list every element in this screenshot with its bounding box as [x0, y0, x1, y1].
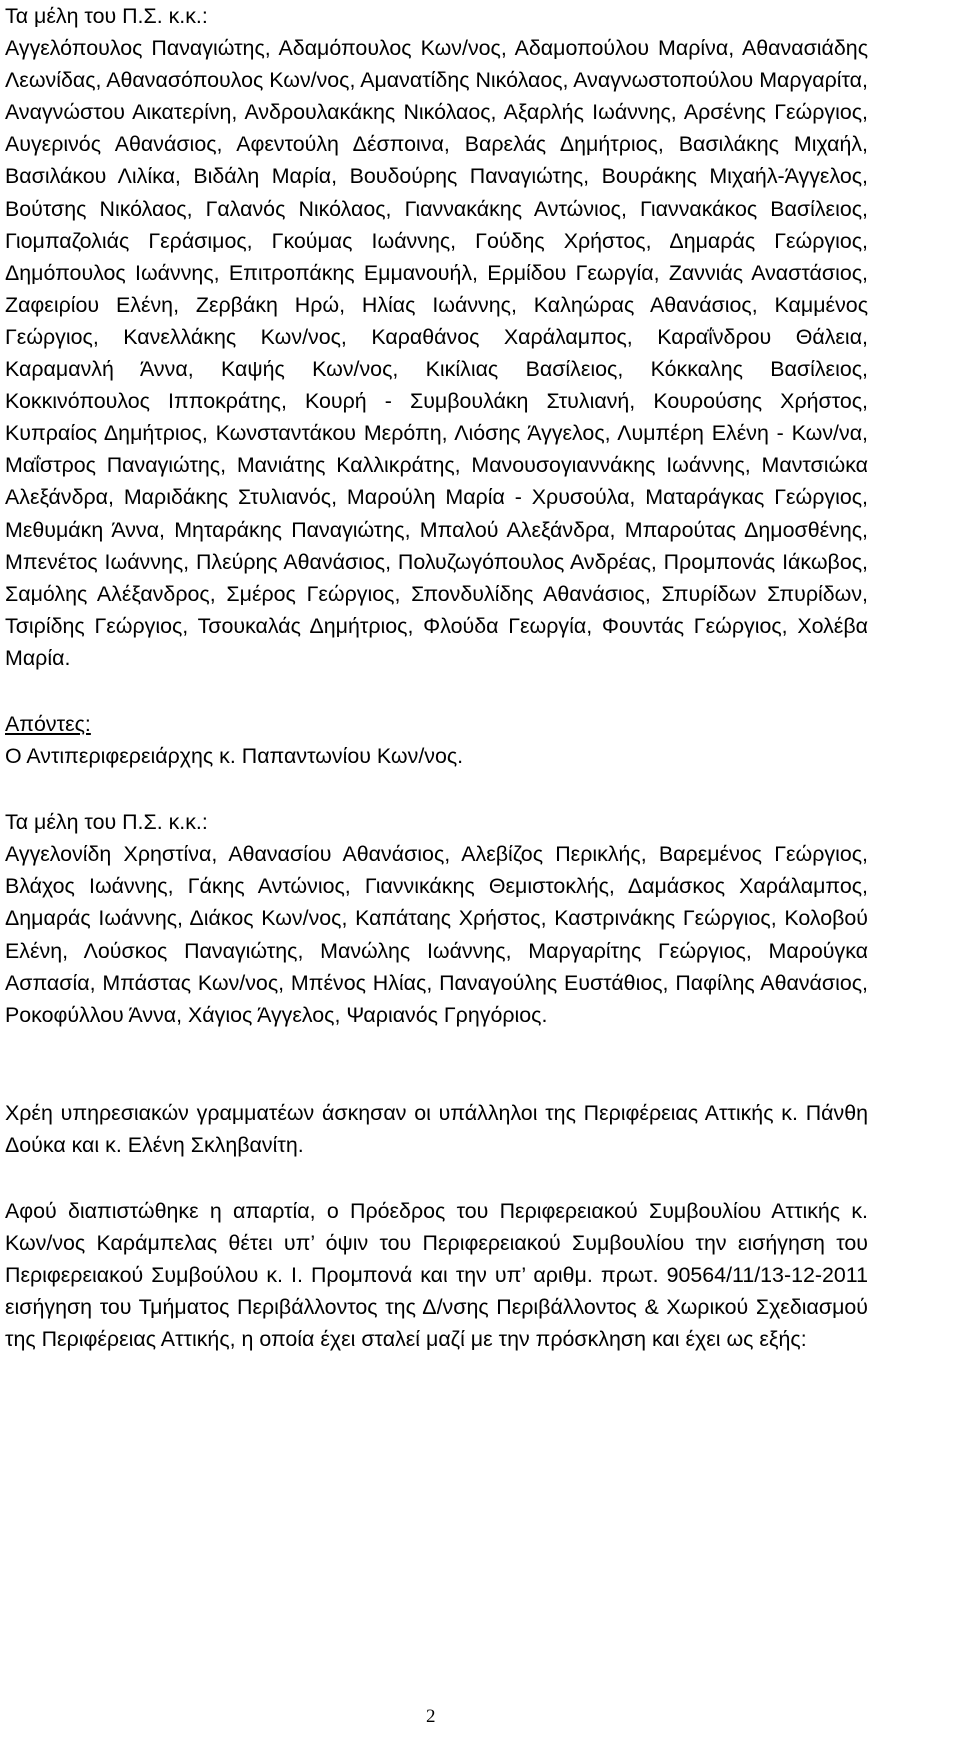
members-absent-heading: Τα μέλη του Π.Σ. κ.κ.:: [5, 810, 208, 835]
document-page: [5, 0, 868, 1355]
quorum-paragraph: Αφού διαπιστώθηκε η απαρτία, ο Πρόεδρος του Περιφερειακού Συμβουλίου Αττικής κ. Κων/νος Καράμπελας θέτει υπ’ όψιν του Περιφερειακού Συμβουλίου την εισήγηση του Περιφερειακού Συμβούλου κ. Ι. Προμπονά και την υπ’ αριθμ. πρωτ. 90564/11/13-12-2011 εισήγηση του Τμήματος Περιβάλλοντος της Δ/νσης Περιβάλλοντος & Χωρικού Σχεδιασμού της Περιφέρειας Αττικής, η οποία έχει σταλεί μαζί με την πρόσκληση και έχει ως εξής:: [5, 1199, 868, 1352]
members-present-heading: Τα μέλη του Π.Σ. κ.κ.:: [5, 4, 208, 28]
absent-text: Ο Αντιπεριφερειάρχης κ. Παπαντωνίου Κων/νος.: [5, 744, 464, 769]
members-present-list: Αγγελόπουλος Παναγιώτης, Αδαμόπουλος Κων/νος, Αδαμοπούλου Μαρίνα, Αθανασιάδης Λεωνίδας, Αθανασόπουλος Κων/νος, Αμανατίδης Νικόλαος, Αναγνωστοπούλου Μαργαρίτα, Αναγνώστου Αικατερίνη, Ανδρουλακάκης Νικόλαος, Αξαρλής Ιωάννης, Αρσένης Γεώργιος, Αυγερινός Αθανάσιος, Αφεντούλη Δέσποινα, Βαρελάς Δημήτριος, Βασιλάκης Μιχαήλ, Βασιλάκου Λιλίκα, Βιδάλη Μαρία, Βουδούρης Παναγιώτης, Βουράκης Μιχαήλ-Άγγελος, Βούτσης Νικόλαος, Γαλανός Νικόλαος, Γιαννακάκης Αντώνιος, Γιαννακάκος Βασίλειος, Γιομπαζολιάς Γεράσιμος, Γκούμας Ιωάννης, Γούδης Χρήστος, Δημαράς Γεώργιος, Δημόπουλος Ιωάννης, Επιτροπάκης Εμμανουήλ, Ερμίδου Γεωργία, Ζαννιάς Αναστάσιος, Ζαφειρίου Ελένη, Ζερβάκη Ηρώ, Ηλίας Ιωάννης, Καληώρας Αθανάσιος, Καμμένος Γεώργιος, Κανελλάκης Κων/νος, Καραθάνος Χαράλαμπος, Καραΐνδρου Θάλεια, Καραμανλή Άννα, Καψής Κων/νος, Κικίλιας Βασίλειος, Κόκκαλης Βασίλειος, Κοκκινόπουλος Ιπποκράτης, Κουρή - Συμβουλάκη Στυλιανή, Κουρούσης Χρήστος, Κυπραίος Δημήτριος, Κωνσταντάκου Μερόπη, Λιόσης Άγγελος, Λυμπέρη Ελένη - Κων/να, Μαΐστρος Παναγιώτης, Μανιάτης Καλλικράτης, Μανουσογιαννάκης Ιωάννης, Μαντσιώκα Αλεξάνδρα, Μαριδάκης Στυλιανός, Μαρούλη Μαρία - Χρυσούλα, Ματαράγκας Γεώργιος, Μεθυμάκη Άννα, Μηταράκης Παναγιώτης, Μπαλού Αλεξάνδρα, Μπαρούτας Δημοσθένης, Μπενέτος Ιωάννης, Πλεύρης Αθανάσιος, Πολυζωγόπουλος Ανδρέας, Προμπονάς Ιάκωβος, Σαμόλης Αλέξανδρος, Σμέρος Γεώργιος, Σπονδυλίδης Αθανάσιος, Σπυρίδων Σπυρίδων, Τσιρίδης Γεώργιος, Τσουκαλάς Δημήτριος, Φλούδα Γεωργία, Φουντάς Γεώργιος, Χολέβα Μαρία.: [5, 36, 868, 670]
absent-section: [5, 708, 868, 772]
secretaries-paragraph: Χρέη υπηρεσιακών γραμματέων άσκησαν οι υπάλληλοι της Περιφέρειας Αττικής κ. Πάνθη Δούκα και κ. Ελένη Σκληβανίτη.: [5, 1100, 868, 1157]
members-absent-list: Αγγελονίδη Χρηστίνα, Αθανασίου Αθανάσιος, Αλεβίζος Περικλής, Βαρεμένος Γεώργιος, Βλάχος Ιωάννης, Γάκης Αντώνιος, Γιαννικάκης Θεμιστοκλής, Δαμάσκος Χαράλαμπος, Δημαράς Ιωάννης, Διάκος Κων/νος, Καπάταης Χρήστος, Καστρινάκης Γεώργιος, Κολοβού Ελένη, Λούσκος Παναγιώτης, Μανώλης Ιωάννης, Μαργαρίτης Γεώργιος, Μαρούγκα Ασπασία, Μπάστας Κων/νος, Μπένος Ηλίας, Παναγούλης Ευστάθιος, Παφίλης Αθανάσιος, Ροκοφύλλου Άννα, Χάγιος Άγγελος, Ψαριανός Γρηγόριος.: [5, 842, 868, 1027]
absent-heading: Απόντες:: [5, 711, 91, 736]
page-number: 2: [426, 1706, 436, 1727]
members-absent-section: [5, 806, 868, 1031]
members-present-section: [5, 0, 868, 674]
